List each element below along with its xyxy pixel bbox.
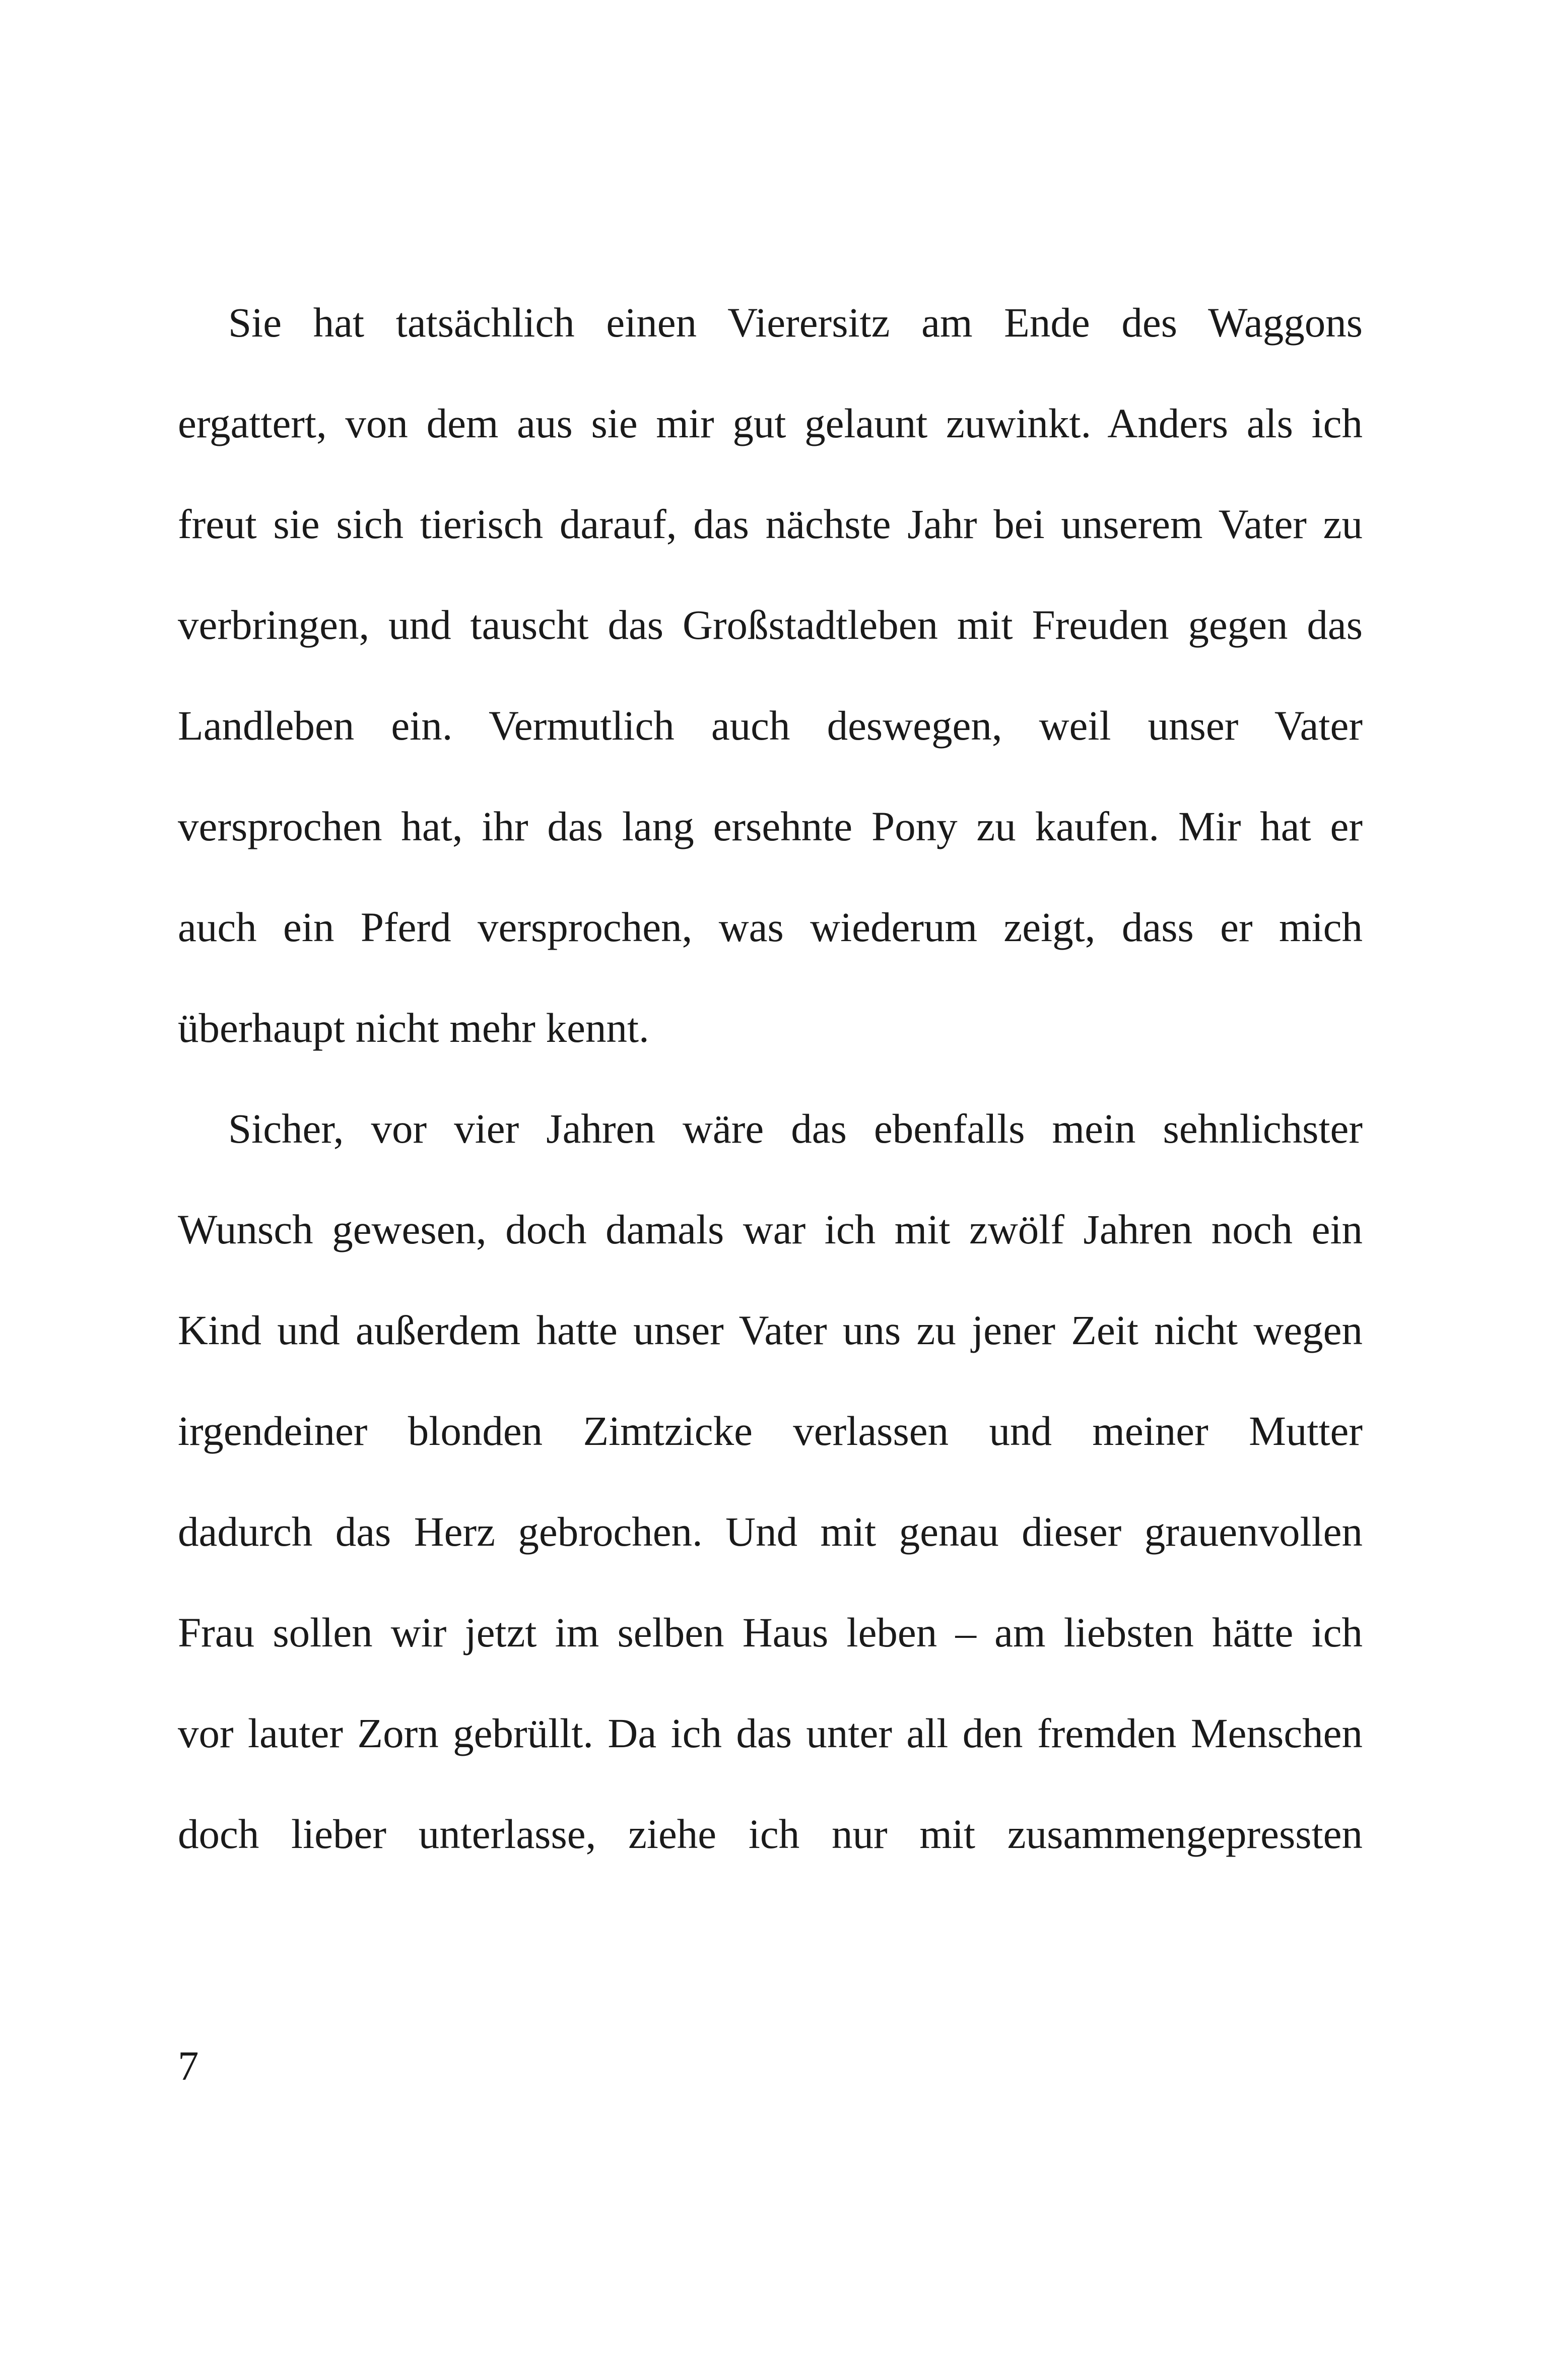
- text-line: Landleben ein. Vermutlich auch deswegen, weil unser Vater: [178, 702, 1363, 749]
- text-line: Wunsch gewesen, doch damals war ich mit zwölf Jahren noch ein: [178, 1206, 1363, 1252]
- text-line: vor lauter Zorn gebrüllt. Da ich das unter all den fremden Menschen: [178, 1710, 1363, 1756]
- page-number: 7: [178, 2042, 199, 2089]
- text-line: verbringen, und tauscht das Großstadtleben mit Freuden gegen das: [178, 602, 1363, 648]
- text-line: Kind und außerdem hatte unser Vater uns zu jener Zeit nicht wegen: [178, 1307, 1363, 1353]
- text-line: Sicher, vor vier Jahren wäre das ebenfalls mein sehnlichster: [228, 1105, 1363, 1152]
- text-line: überhaupt nicht mehr kennt.: [178, 1005, 649, 1051]
- body-text: [178, 272, 1363, 1884]
- text-line: ergattert, von dem aus sie mir gut gelaunt zuwinkt. Anders als ich: [178, 400, 1363, 446]
- paragraph-2: [178, 1078, 1363, 1884]
- text-line: irgendeiner blonden Zimtzicke verlassen und meiner Mutter: [178, 1408, 1363, 1454]
- text-line: auch ein Pferd versprochen, was wiederum zeigt, dass er mich: [178, 904, 1363, 950]
- text-line: doch lieber unterlasse, ziehe ich nur mit zusammengepressten: [178, 1811, 1363, 1857]
- paragraph-1: [178, 272, 1363, 1078]
- text-line: freut sie sich tierisch darauf, das nächste Jahr bei unserem Vater zu: [178, 501, 1363, 547]
- text-line: versprochen hat, ihr das lang ersehnte Pony zu kaufen. Mir hat er: [178, 803, 1363, 849]
- text-line: Sie hat tatsächlich einen Vierersitz am Ende des Waggons: [228, 299, 1363, 346]
- text-line: dadurch das Herz gebrochen. Und mit genau dieser grauenvollen: [178, 1508, 1363, 1555]
- text-line: Frau sollen wir jetzt im selben Haus leben – am liebsten hätte ich: [178, 1609, 1363, 1656]
